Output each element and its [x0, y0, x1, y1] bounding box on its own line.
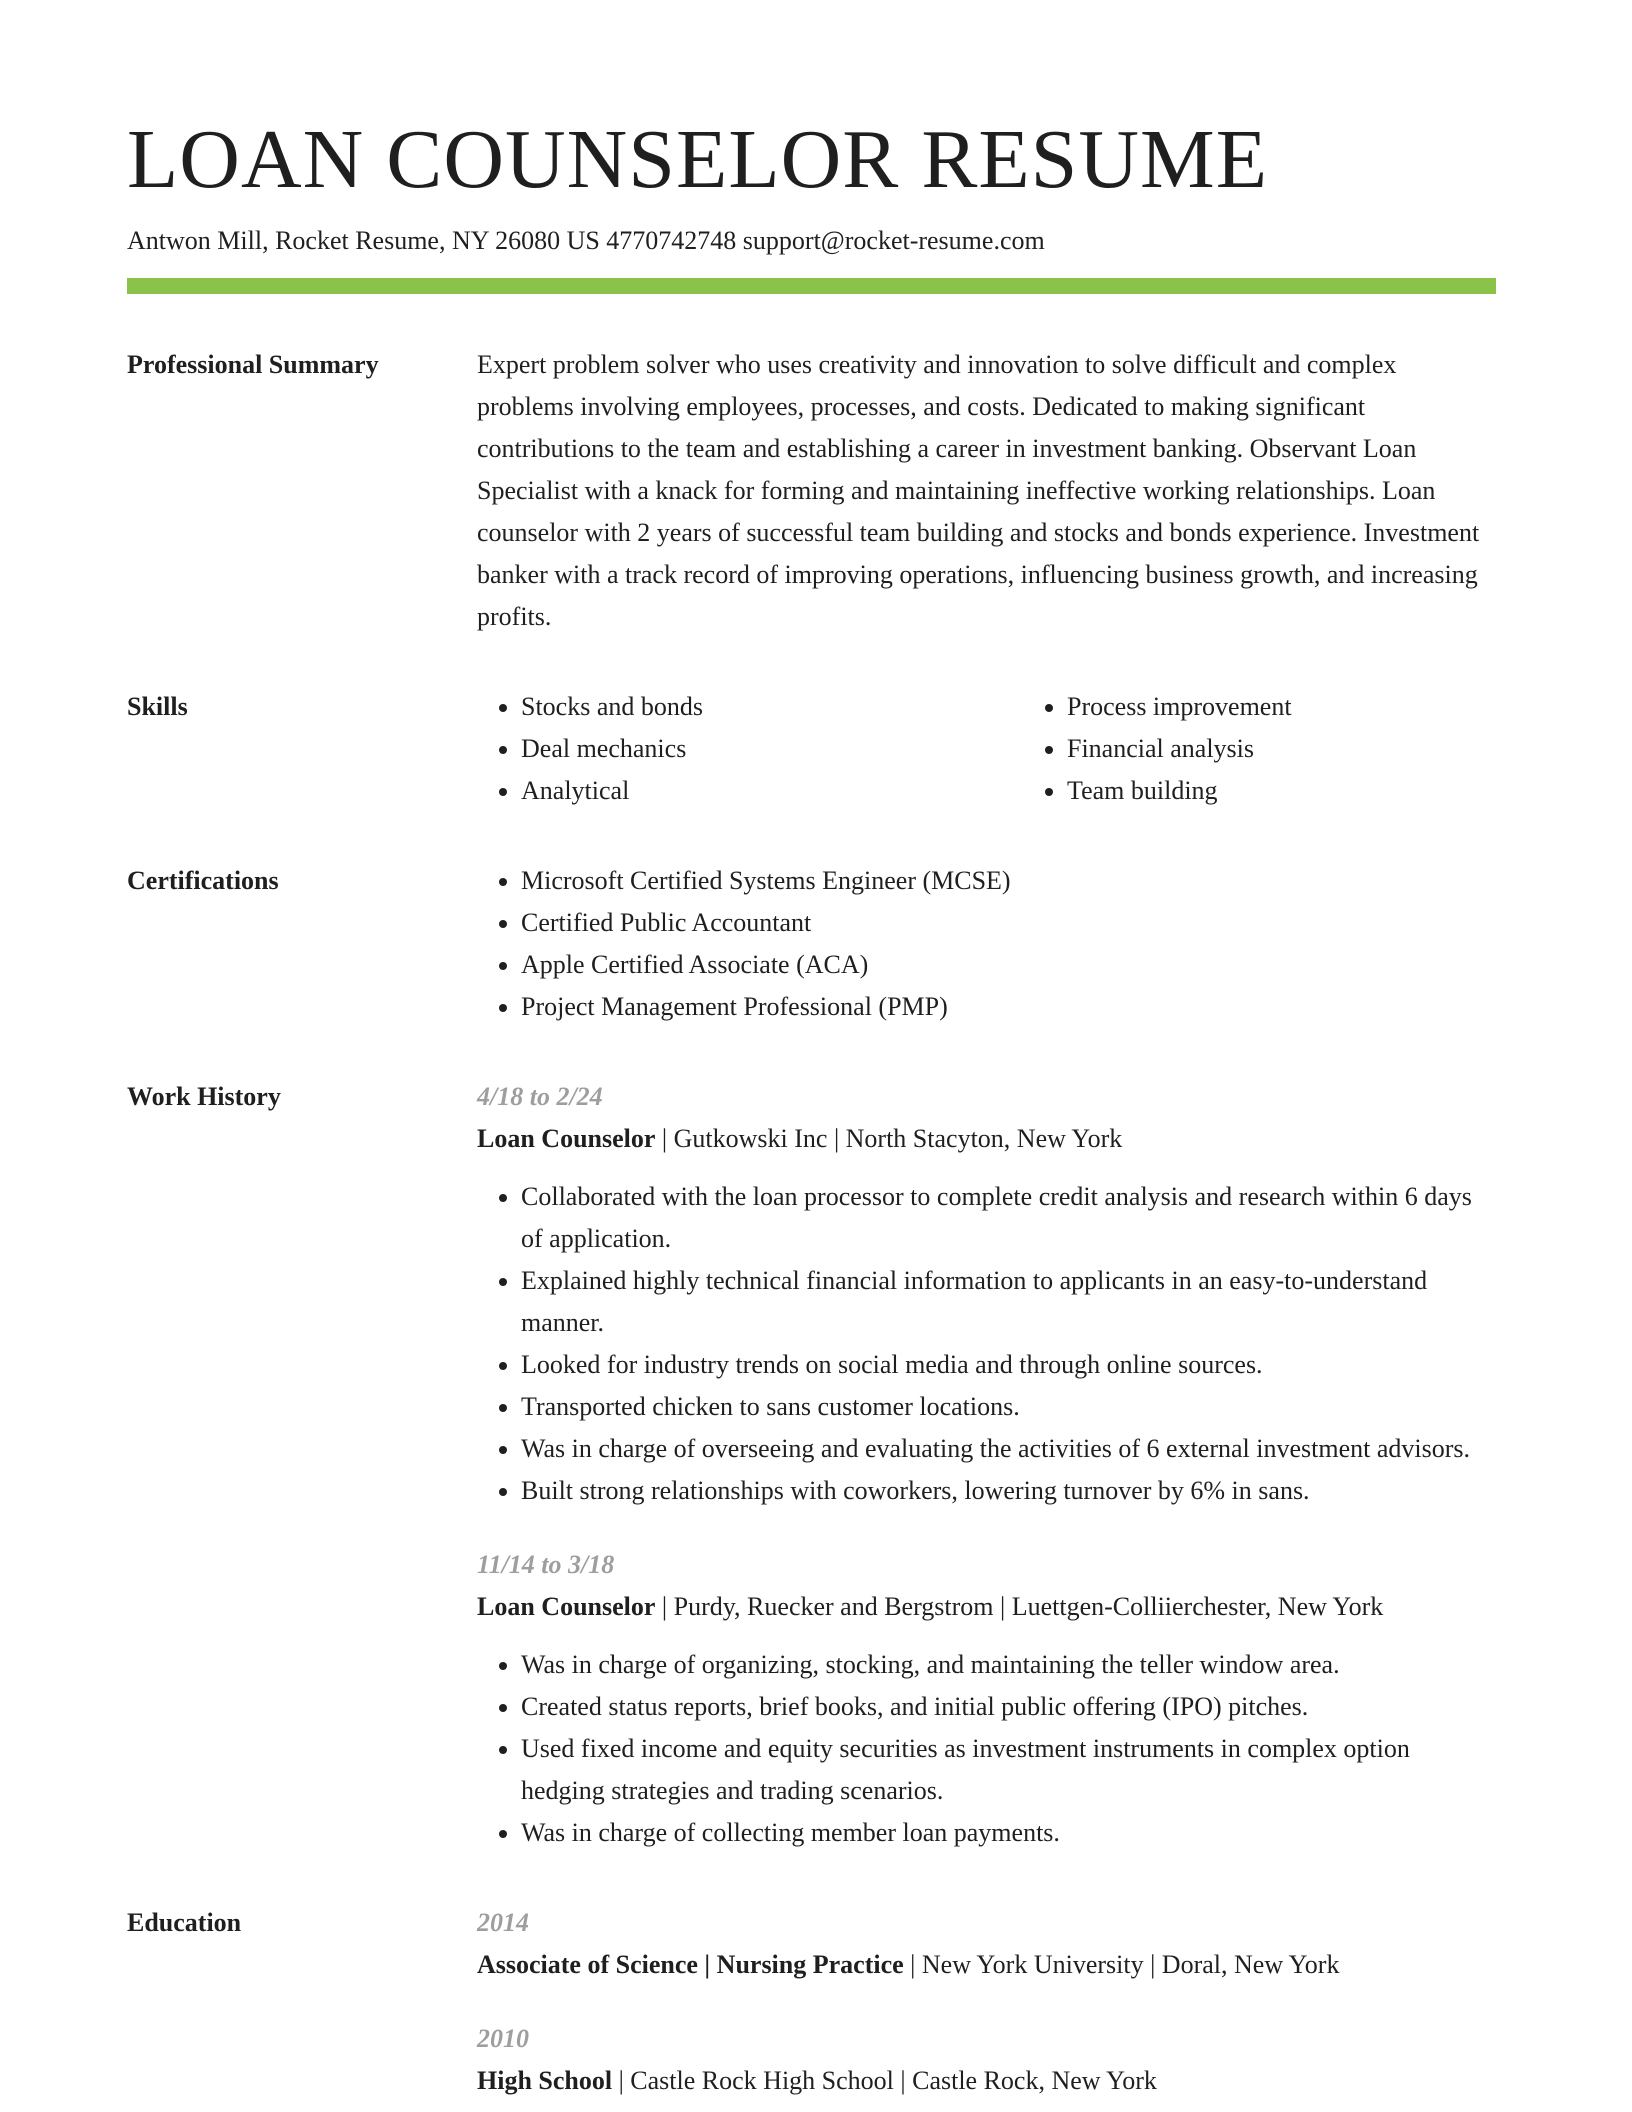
job-heading: [477, 1118, 1496, 1160]
job-bullet: • Looked for industry trends on social media and through online sources.: [521, 1344, 1496, 1386]
education-entry: [477, 2018, 1496, 2102]
section-label-work-history: Work History: [127, 1082, 281, 1111]
skill-item: • Analytical: [521, 770, 1023, 812]
job-bullet: • Transported chicken to sans customer locations.: [521, 1386, 1496, 1428]
job-bullet: • Collaborated with the loan processor to complete credit analysis and research within 6 days of application.: [521, 1176, 1496, 1260]
education-degree: High School: [477, 2066, 613, 2095]
certification-item: • Certified Public Accountant: [521, 902, 1496, 944]
skill-item: • Deal mechanics: [521, 728, 1023, 770]
education-year: 2010: [477, 2024, 529, 2053]
certifications-list: [477, 860, 1496, 1028]
job-entry: [477, 1544, 1496, 1854]
job-entry: [477, 1076, 1496, 1512]
section-label-skills: Skills: [127, 692, 188, 721]
section-label-certifications: Certifications: [127, 866, 279, 895]
skill-item: • Financial analysis: [1067, 728, 1569, 770]
skills-list-left: [477, 686, 1023, 812]
job-employer-location: | Purdy, Ruecker and Bergstrom | Luettgen-Colliierchester, New York: [655, 1592, 1384, 1621]
skills-list-right: [1023, 686, 1569, 812]
job-employer-location: | Gutkowski Inc | North Stacyton, New York: [655, 1124, 1123, 1153]
education-school-location: | New York University | Doral, New York: [903, 1950, 1340, 1979]
header-divider: [127, 278, 1496, 294]
certifications-section: [127, 860, 1496, 1028]
job-dates: 11/14 to 3/18: [477, 1550, 615, 1579]
skill-item: • Process improvement: [1067, 686, 1569, 728]
skill-item: • Team building: [1067, 770, 1569, 812]
education-entry: [477, 1902, 1496, 1986]
job-bullet: • Was in charge of organizing, stocking, and maintaining the teller window area.: [521, 1644, 1496, 1686]
job-bullet: • Explained highly technical financial information to applicants in an easy-to-understand manner.: [521, 1260, 1496, 1344]
job-heading: [477, 1586, 1496, 1628]
job-dates: 4/18 to 2/24: [477, 1082, 603, 1111]
page-title: LOAN COUNSELOR RESUME: [127, 113, 1269, 206]
job-bullets: [477, 1176, 1496, 1512]
job-title: Loan Counselor: [477, 1124, 656, 1153]
job-bullet: • Created status reports, brief books, and initial public offering (IPO) pitches.: [521, 1686, 1496, 1728]
section-label-education: Education: [127, 1908, 242, 1937]
section-label-summary: Professional Summary: [127, 350, 379, 379]
summary-section: [127, 344, 1496, 638]
job-bullet: • Was in charge of overseeing and evaluating the activities of 6 external investment advisors.: [521, 1428, 1496, 1470]
education-heading: [477, 1944, 1496, 1986]
job-bullets: [477, 1644, 1496, 1854]
certification-item: • Apple Certified Associate (ACA): [521, 944, 1496, 986]
job-bullet: • Used fixed income and equity securities as investment instruments in complex option hedging strategies and trading scenarios.: [521, 1728, 1496, 1812]
job-bullet: • Built strong relationships with coworkers, lowering turnover by 6% in sans.: [521, 1470, 1496, 1512]
skill-item: • Stocks and bonds: [521, 686, 1023, 728]
education-school-location: | Castle Rock High School | Castle Rock, New York: [612, 2066, 1157, 2095]
certification-item: • Project Management Professional (PMP): [521, 986, 1496, 1028]
summary-text: Expert problem solver who uses creativity and innovation to solve difficult and complex problems involving employees, processes, and costs. Dedicated to making significant contributions to the team and establishing a career in investment banking. Observant Loan Specialist with a knack for forming and maintaining ineffective working relationships. Loan counselor with 2 years of successful team building and stocks and bonds experience. Investment banker with a track record of improving operations, influencing business growth, and increasing profits.: [477, 350, 1480, 631]
work-history-section: [127, 1076, 1496, 1854]
certification-item: • Microsoft Certified Systems Engineer (MCSE): [521, 860, 1496, 902]
resume-page: [127, 113, 1496, 2102]
contact-line: Antwon Mill, Rocket Resume, NY 26080 US 4770742748 support@rocket-resume.com: [127, 226, 1045, 255]
education-heading: [477, 2060, 1496, 2102]
education-section: [127, 1902, 1496, 2102]
job-bullet: • Was in charge of collecting member loan payments.: [521, 1812, 1496, 1854]
education-degree: Associate of Science | Nursing Practice: [477, 1950, 904, 1979]
skills-section: [127, 686, 1496, 812]
education-year: 2014: [477, 1908, 529, 1937]
job-title: Loan Counselor: [477, 1592, 656, 1621]
